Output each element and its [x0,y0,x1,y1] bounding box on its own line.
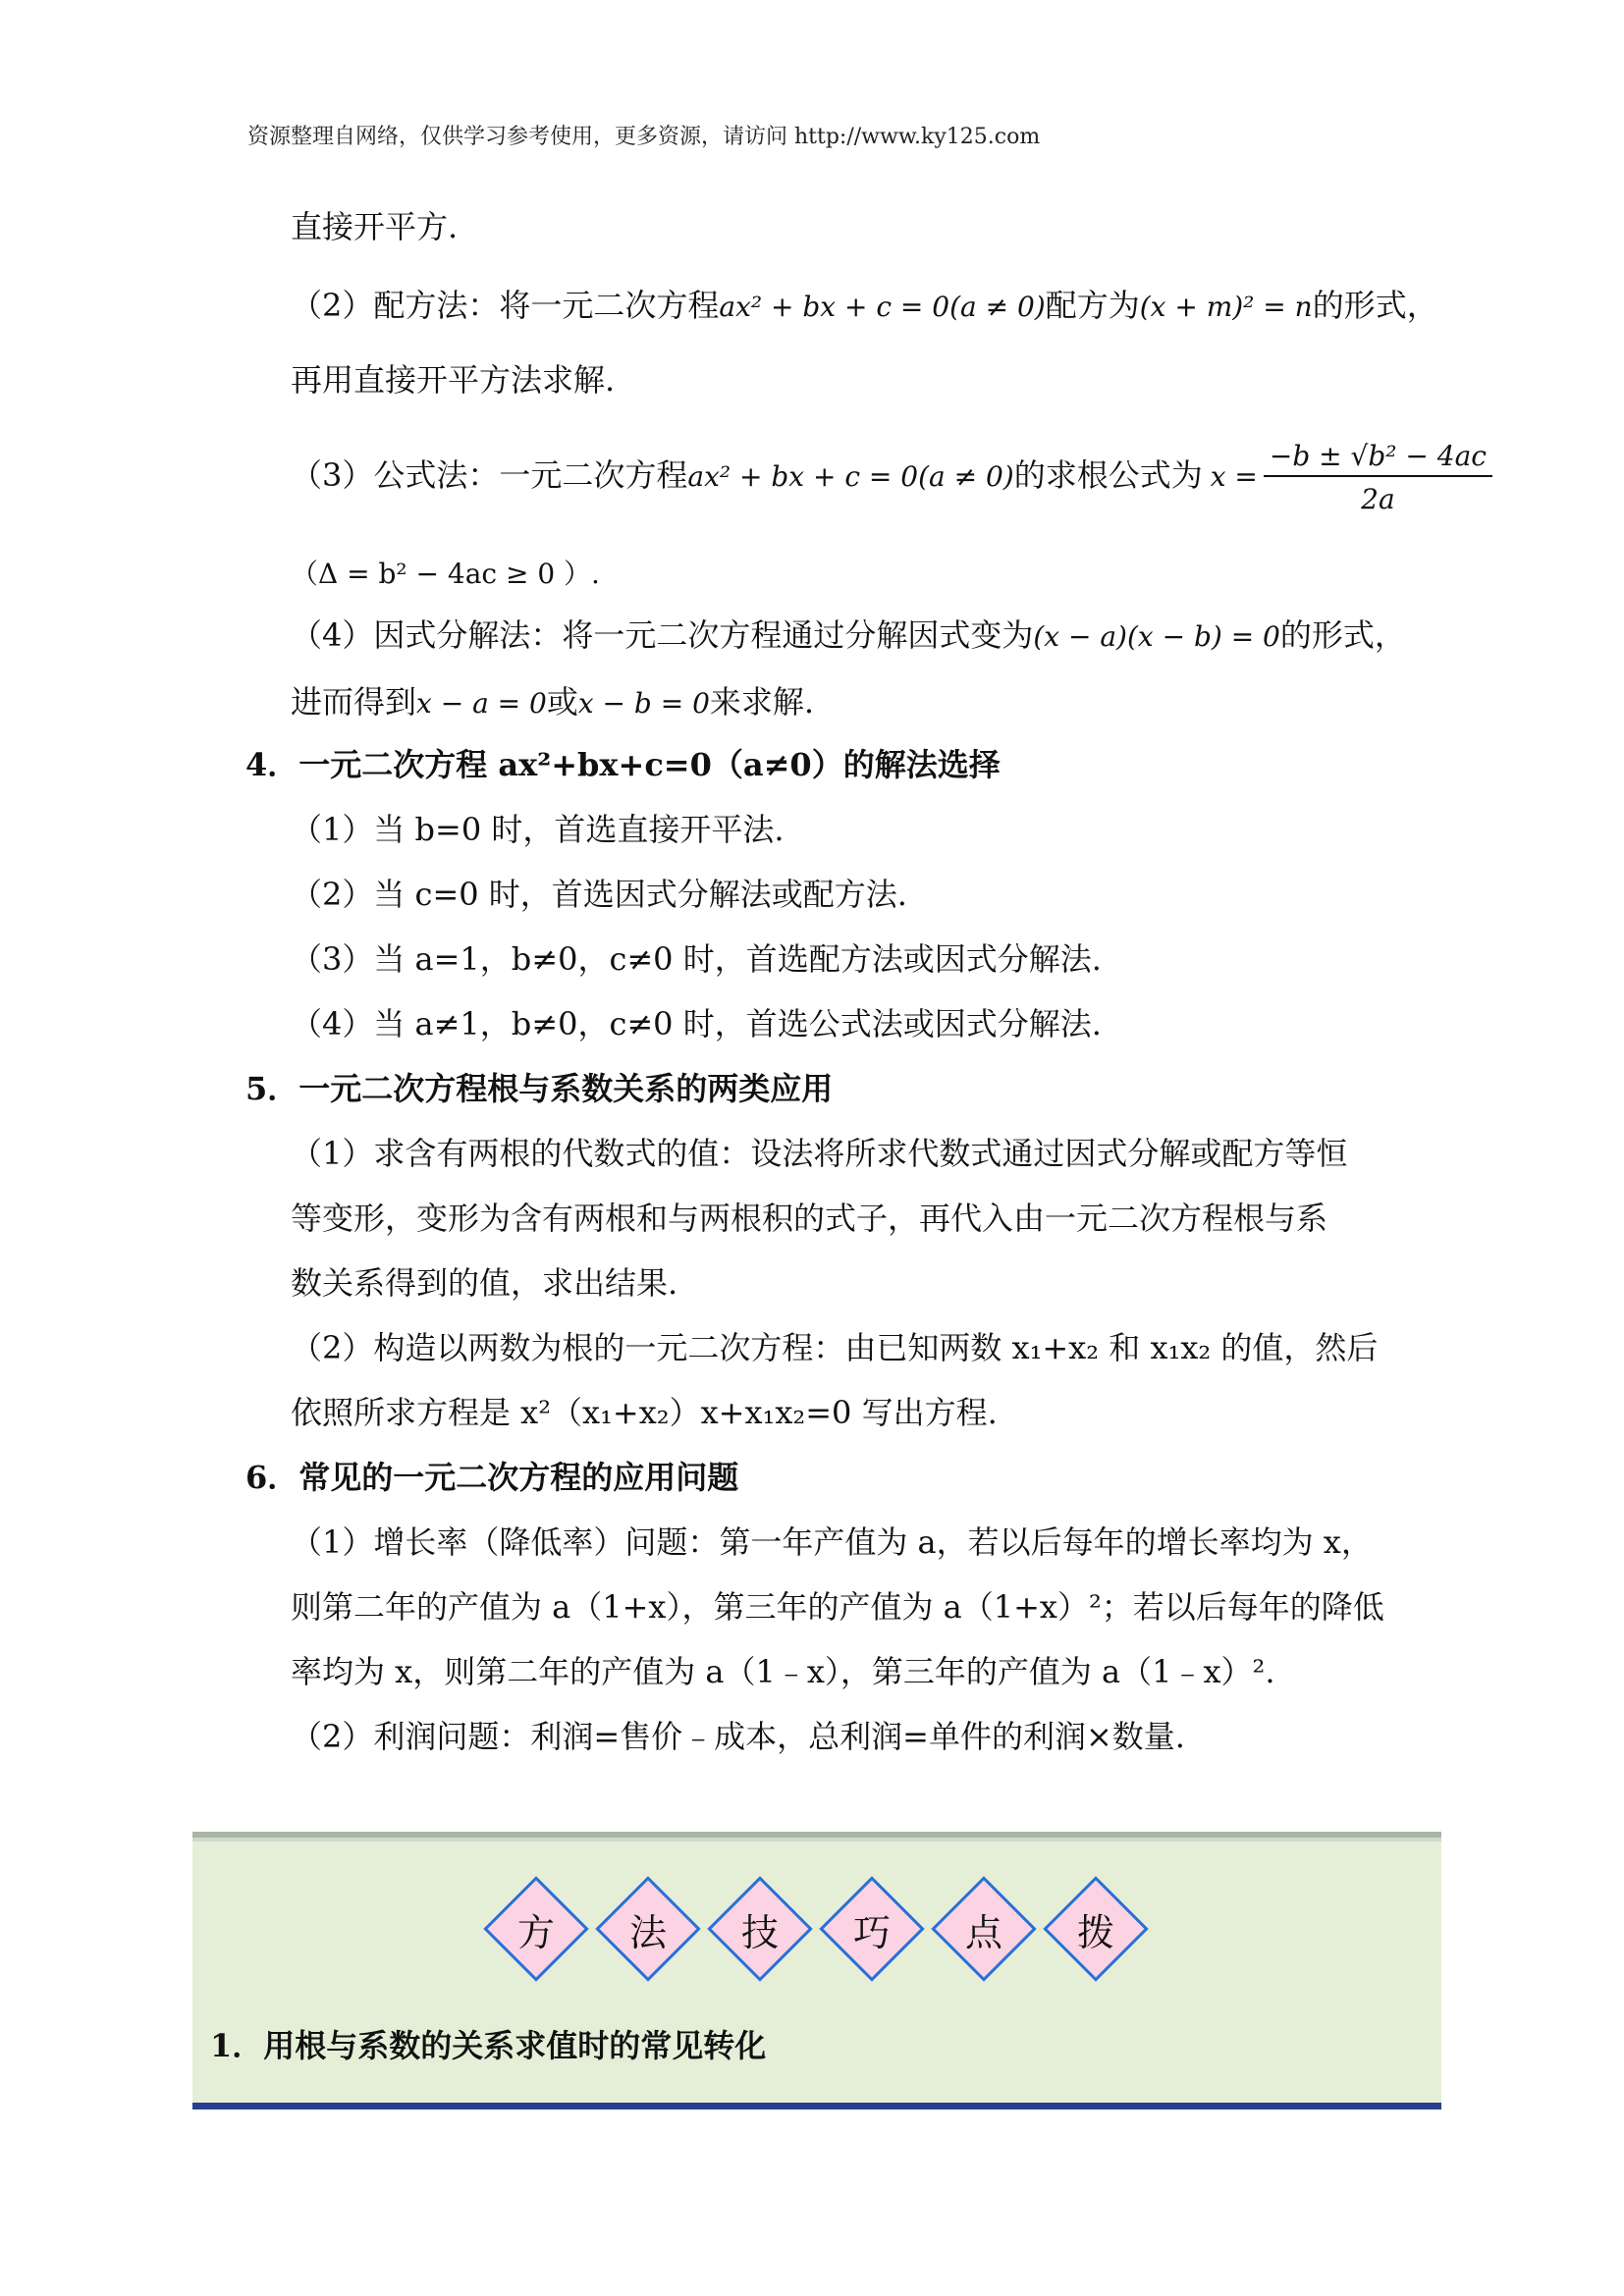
math-equation: ax² + bx + c = 0(a ≠ 0) [687,460,1014,494]
diamond-label: 法 [628,1910,667,1954]
text-line: （3）当 a=1，b≠0，c≠0 时，首选配方法或因式分解法. [291,940,1102,978]
text-line: 依照所求方程是 x²（x₁+x₂）x+x₁x₂=0 写出方程. [291,1394,998,1431]
math-equation: ax² + bx + c = 0(a ≠ 0) [719,291,1046,323]
text-line: （2）构造以两数为根的一元二次方程：由已知两数 x₁+x₂ 和 x₁x₂ 的值，然后 [291,1329,1379,1366]
section-heading-6: 6．常见的一元二次方程的应用问题 [245,1459,739,1496]
banner-title-diamonds [0,1875,1624,1983]
math-equation: (x + m)² = n [1139,291,1313,323]
diamond-label: 方 [516,1910,555,1954]
text-segment: 进而得到 [291,683,417,721]
text-line: 则第二年的产值为 a（1+x），第三年的产值为 a（1+x）²；若以后每年的降低 [291,1588,1384,1626]
text-segment: 的形式， [1312,287,1438,324]
text-line-discriminant [291,554,600,591]
diamond-char-1 [482,1875,590,1983]
diamond-label: 点 [964,1910,1002,1954]
section-heading-5: 5．一元二次方程根与系数关系的两类应用 [245,1070,834,1107]
text-segment: （2）配方法：将一元二次方程 [291,287,720,324]
text-line: （4）当 a≠1，b≠0，c≠0 时，首选公式法或因式分解法. [291,1005,1102,1042]
diamond-char-4 [818,1875,926,1983]
text-segment: 的形式， [1279,616,1406,654]
section-heading-4: 4．一元二次方程 ax²+bx+c=0（a≠0）的解法选择 [245,746,1001,783]
text-segment: 或 [546,683,578,721]
text-line: 直接开平方. [291,208,459,245]
text-line: （1）增长率（降低率）问题：第一年产值为 a，若以后每年的增长率均为 x， [291,1523,1373,1561]
math-variable: x = [1210,460,1258,494]
quadratic-formula-fraction [1264,440,1492,515]
text-line-quadratic-formula [291,440,1492,515]
text-line: 等变形，变形为含有两根和与两根积的式子，再代入由一元二次方程根与系 [291,1200,1328,1237]
text-line: 率均为 x，则第二年的产值为 a（1﹣x），第三年的产值为 a（1﹣x）². [291,1653,1275,1690]
diamond-char-6 [1042,1875,1150,1983]
diamond-char-2 [594,1875,702,1983]
diamond-label: 拨 [1076,1910,1114,1954]
diamond-label: 技 [740,1910,779,1954]
text-line-completing-square [291,287,1438,324]
text-segment: （4）因式分解法：将一元二次方程通过分解因式变为 [291,616,1034,654]
diamond-char-5 [930,1875,1038,1983]
text-line-factoring-result [291,683,814,721]
page-header-source-note: 资源整理自网络，仅供学习参考使用，更多资源，请访问 http://www.ky125.com [247,125,1041,149]
math-equation: (x − a)(x − b) = 0 [1033,620,1280,653]
text-line: （1）求含有两根的代数式的值：设法将所求代数式通过因式分解或配方等恒 [291,1135,1348,1172]
fraction-denominator: 2a [1361,482,1395,515]
math-equation: （Δ = b² − 4ac ≥ 0 ）. [291,558,600,590]
banner-section-heading: 1．用根与系数的关系求值时的常见转化 [210,2027,767,2064]
math-equation: x − a = 0 [416,687,547,720]
diamond-label: 巧 [852,1910,891,1954]
text-segment: 来求解. [709,683,815,721]
text-line: 再用直接开平方法求解. [291,361,616,399]
text-segment: （3）公式法：一元二次方程 [291,456,688,495]
text-line: （2）利润问题：利润=售价﹣成本，总利润=单件的利润×数量. [291,1718,1185,1755]
text-line: （1）当 b=0 时，首选直接开平法. [291,811,785,848]
text-line: （2）当 c=0 时，首选因式分解法或配方法. [291,876,907,913]
text-segment: 配方为 [1045,287,1140,324]
text-line: 数关系得到的值，求出结果. [291,1264,678,1302]
fraction-numerator: −b ± √b² − 4ac [1264,440,1492,477]
diamond-char-3 [706,1875,814,1983]
math-equation: x − b = 0 [577,687,710,720]
text-segment: 的求根公式为 [1013,456,1203,495]
text-line-factoring [291,616,1406,654]
